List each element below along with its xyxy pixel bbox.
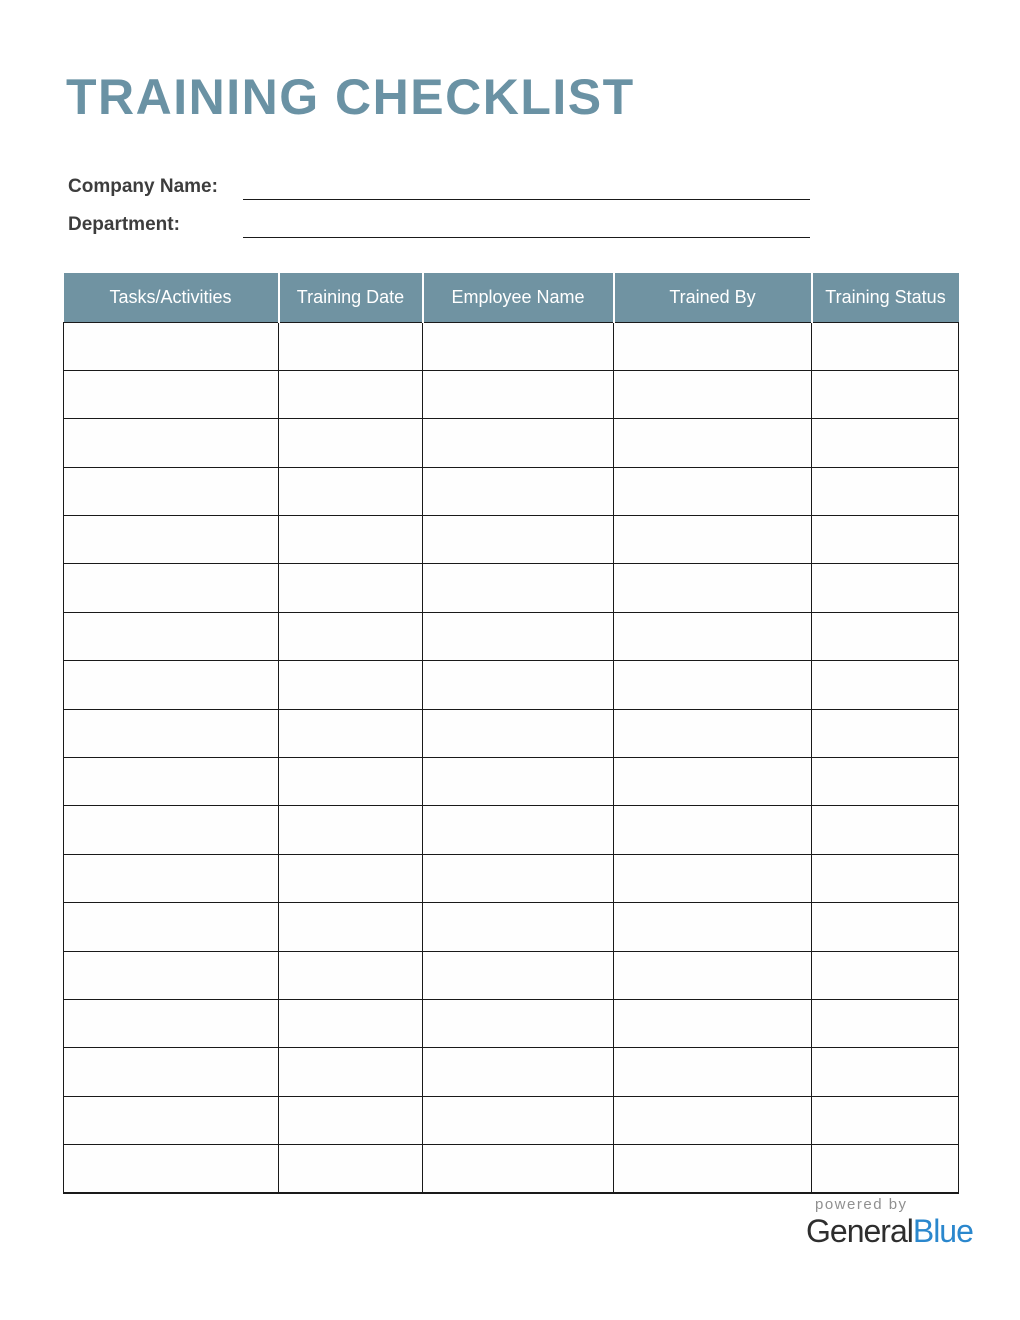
table-cell-empty bbox=[423, 806, 614, 854]
company-name-field bbox=[243, 178, 810, 200]
table-cell-empty bbox=[64, 758, 279, 806]
table-cell-empty bbox=[423, 1048, 614, 1096]
table-row bbox=[64, 1096, 959, 1144]
table-row bbox=[64, 661, 959, 709]
table-cell-empty bbox=[812, 419, 959, 467]
table-cell-empty bbox=[279, 661, 423, 709]
table-cell-empty bbox=[279, 467, 423, 515]
table-cell-empty bbox=[614, 612, 812, 660]
table-cell-empty bbox=[614, 1048, 812, 1096]
brand-general-text: General bbox=[806, 1213, 913, 1249]
table-cell-empty bbox=[812, 806, 959, 854]
table-cell-empty bbox=[812, 322, 959, 370]
table-cell-empty bbox=[64, 516, 279, 564]
table-row bbox=[64, 854, 959, 902]
table-cell-empty bbox=[614, 1096, 812, 1144]
table-cell-empty bbox=[812, 1145, 959, 1193]
powered-by-text: powered by bbox=[815, 1196, 908, 1213]
table-cell-empty bbox=[614, 661, 812, 709]
table-cell-empty bbox=[812, 1096, 959, 1144]
table-cell-empty bbox=[812, 999, 959, 1047]
table-cell-empty bbox=[64, 322, 279, 370]
table-cell-empty bbox=[812, 1048, 959, 1096]
table-row bbox=[64, 806, 959, 854]
table-cell-empty bbox=[614, 564, 812, 612]
table-cell-empty bbox=[423, 467, 614, 515]
department-field bbox=[243, 216, 810, 238]
table-cell-empty bbox=[614, 516, 812, 564]
table-cell-empty bbox=[423, 903, 614, 951]
table-cell-empty bbox=[614, 419, 812, 467]
table-cell-empty bbox=[64, 467, 279, 515]
table-cell-empty bbox=[614, 467, 812, 515]
table-row bbox=[64, 419, 959, 467]
department-label: Department: bbox=[68, 214, 180, 235]
table-row bbox=[64, 709, 959, 757]
table-cell-empty bbox=[64, 709, 279, 757]
table-cell-empty bbox=[423, 516, 614, 564]
table-cell-empty bbox=[614, 370, 812, 418]
table-body bbox=[64, 322, 959, 1193]
table-cell-empty bbox=[64, 370, 279, 418]
table-cell-empty bbox=[423, 1145, 614, 1193]
table-cell-empty bbox=[279, 370, 423, 418]
table-cell-empty bbox=[812, 951, 959, 999]
table-cell-empty bbox=[64, 419, 279, 467]
page-title: TRAINING CHECKLIST bbox=[66, 69, 635, 125]
table-cell-empty bbox=[279, 951, 423, 999]
training-checklist-table bbox=[63, 273, 959, 1194]
table-cell-empty bbox=[423, 709, 614, 757]
table-cell-empty bbox=[423, 951, 614, 999]
table-cell-empty bbox=[812, 661, 959, 709]
table-cell-empty bbox=[279, 322, 423, 370]
table-row bbox=[64, 1048, 959, 1096]
table-cell-empty bbox=[423, 419, 614, 467]
table-row bbox=[64, 516, 959, 564]
table-cell-empty bbox=[812, 370, 959, 418]
table-row bbox=[64, 612, 959, 660]
table-cell-empty bbox=[279, 564, 423, 612]
table-cell-empty bbox=[812, 709, 959, 757]
company-name-label: Company Name: bbox=[68, 176, 218, 197]
table-cell-empty bbox=[812, 612, 959, 660]
table-cell-empty bbox=[423, 661, 614, 709]
table-cell-empty bbox=[614, 1145, 812, 1193]
table-cell-empty bbox=[423, 1096, 614, 1144]
table-cell-empty bbox=[64, 806, 279, 854]
table-cell-empty bbox=[614, 951, 812, 999]
table-cell-empty bbox=[279, 806, 423, 854]
table-row bbox=[64, 999, 959, 1047]
table-cell-empty bbox=[279, 854, 423, 902]
table-row bbox=[64, 564, 959, 612]
table-cell-empty bbox=[279, 758, 423, 806]
generalblue-logo bbox=[806, 1213, 973, 1249]
table-row bbox=[64, 951, 959, 999]
table-cell-empty bbox=[64, 903, 279, 951]
table-cell-empty bbox=[279, 1145, 423, 1193]
table-cell-empty bbox=[423, 322, 614, 370]
table-cell-empty bbox=[812, 758, 959, 806]
column-header-tasks-activities: Tasks/Activities bbox=[64, 273, 279, 322]
table-cell-empty bbox=[614, 709, 812, 757]
table-cell-empty bbox=[614, 903, 812, 951]
table-cell-empty bbox=[614, 806, 812, 854]
table-cell-empty bbox=[614, 322, 812, 370]
table-cell-empty bbox=[279, 1048, 423, 1096]
table-row bbox=[64, 1145, 959, 1193]
table-cell-empty bbox=[423, 564, 614, 612]
table-cell-empty bbox=[64, 1145, 279, 1193]
table-cell-empty bbox=[614, 758, 812, 806]
column-header-trained-by: Trained By bbox=[614, 273, 812, 322]
table-cell-empty bbox=[812, 903, 959, 951]
table-header-row bbox=[64, 273, 959, 322]
table-cell-empty bbox=[279, 709, 423, 757]
table-cell-empty bbox=[812, 467, 959, 515]
footer-brand bbox=[806, 1196, 973, 1249]
table-cell-empty bbox=[614, 999, 812, 1047]
table-cell-empty bbox=[64, 1048, 279, 1096]
table-cell-empty bbox=[812, 854, 959, 902]
column-header-employee-name: Employee Name bbox=[423, 273, 614, 322]
table-cell-empty bbox=[279, 516, 423, 564]
table-row bbox=[64, 467, 959, 515]
table-row bbox=[64, 758, 959, 806]
brand-blue-text: Blue bbox=[912, 1213, 973, 1249]
column-header-training-status: Training Status bbox=[812, 273, 959, 322]
table-cell-empty bbox=[64, 854, 279, 902]
table-cell-empty bbox=[279, 1096, 423, 1144]
table-cell-empty bbox=[812, 564, 959, 612]
table-row bbox=[64, 903, 959, 951]
table-cell-empty bbox=[812, 516, 959, 564]
table-cell-empty bbox=[423, 854, 614, 902]
table-row bbox=[64, 322, 959, 370]
table-cell-empty bbox=[279, 612, 423, 660]
table-cell-empty bbox=[64, 661, 279, 709]
table-cell-empty bbox=[423, 612, 614, 660]
table-cell-empty bbox=[279, 999, 423, 1047]
table-cell-empty bbox=[423, 999, 614, 1047]
table-cell-empty bbox=[64, 612, 279, 660]
table-row bbox=[64, 370, 959, 418]
table-cell-empty bbox=[423, 758, 614, 806]
table-cell-empty bbox=[64, 951, 279, 999]
table-cell-empty bbox=[279, 419, 423, 467]
table-cell-empty bbox=[423, 370, 614, 418]
table-cell-empty bbox=[64, 564, 279, 612]
table-cell-empty bbox=[64, 999, 279, 1047]
table-cell-empty bbox=[64, 1096, 279, 1144]
table-cell-empty bbox=[614, 854, 812, 902]
column-header-training-date: Training Date bbox=[279, 273, 423, 322]
table-cell-empty bbox=[279, 903, 423, 951]
